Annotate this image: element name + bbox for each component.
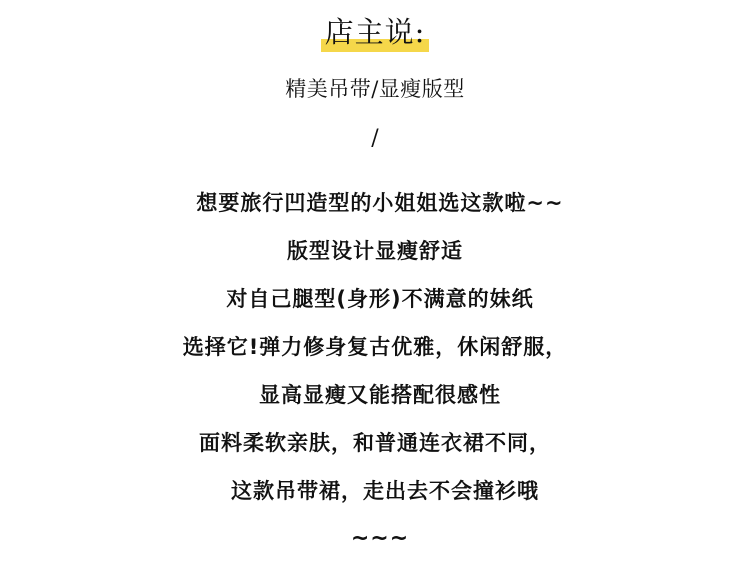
page-title (0, 12, 750, 52)
description-line: 版型设计显瘦舒适 (287, 239, 463, 263)
description-line: 想要旅行凹造型的小姐姐选这款啦~~ (196, 191, 564, 215)
title-text: 店主说: (324, 15, 426, 49)
tilde-ending: ~~~ (350, 526, 410, 551)
description-line: 这款吊带裙，走出去不会撞衫哦 (231, 479, 539, 503)
description-line: 对自己腿型(身形)不满意的妹纸 (226, 287, 534, 311)
description-line: 面料柔软亲肤，和普通连衣裙不同， (199, 431, 551, 455)
description-text (0, 184, 750, 568)
slash-divider: / (371, 126, 379, 151)
title-highlight (325, 12, 426, 52)
description-line: 选择它!弹力修身复古优雅，休闲舒服， (182, 335, 568, 359)
description-line: 显高显瘦又能搭配很感性 (259, 383, 501, 407)
subtitle: 精美吊带/显瘦版型 (285, 77, 465, 101)
